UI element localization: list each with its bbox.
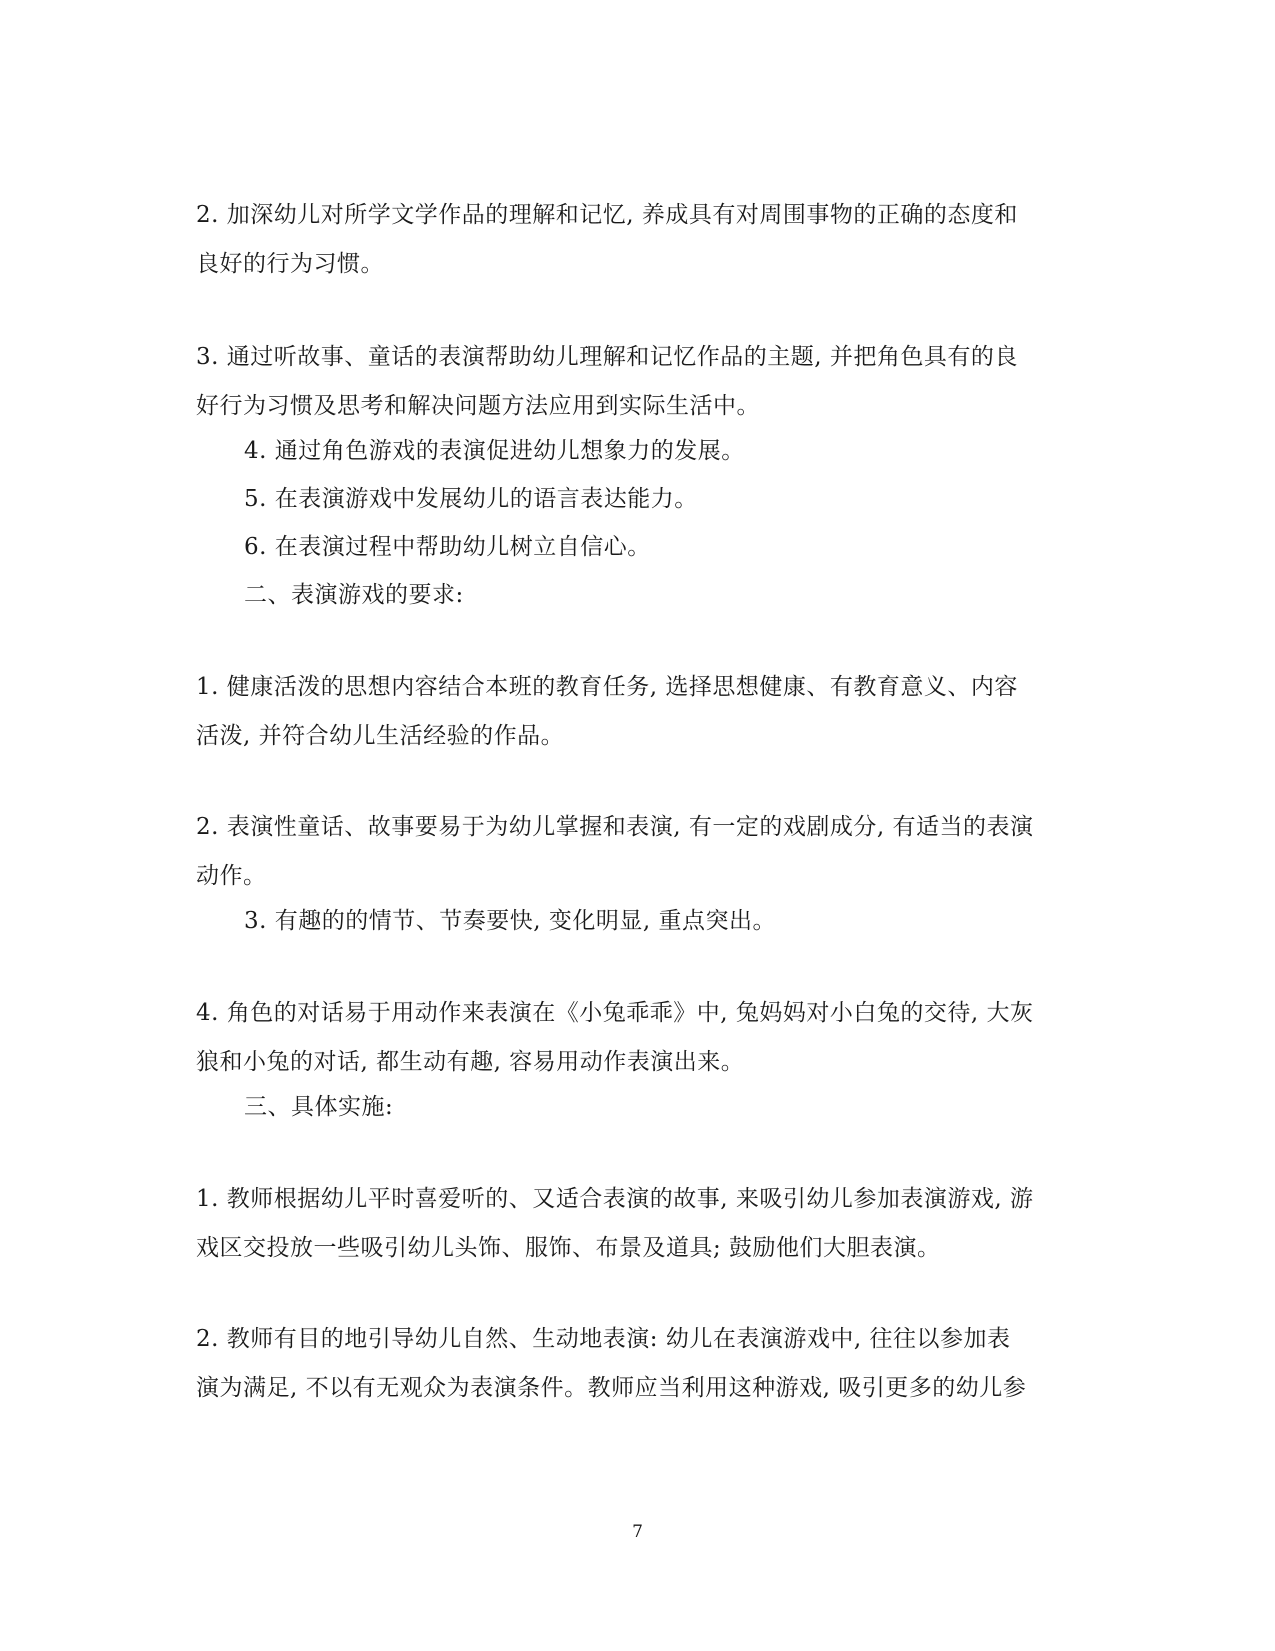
text-line: 1. 教师根据幼儿平时喜爱听的、又适合表演的故事, 来吸引幼儿参加表演游戏, 游	[196, 1186, 1034, 1212]
text-line: 3. 通过听故事、童话的表演帮助幼儿理解和记忆作品的主题, 并把角色具有的良	[196, 344, 1018, 370]
paragraph-implementation-1	[196, 1175, 1076, 1273]
text-line: 狼和小兔的对话, 都生动有趣, 容易用动作表演出来。	[196, 1049, 745, 1075]
text-line: 2. 加深幼儿对所学文学作品的理解和记忆, 养成具有对周围事物的正确的态度和	[196, 202, 1018, 228]
paragraph-implementation-2	[196, 1315, 1076, 1413]
text-line: 6. 在表演过程中帮助幼儿树立自信心。	[244, 534, 651, 560]
text-line: 3. 有趣的的情节、节奏要快, 变化明显, 重点突出。	[244, 908, 776, 934]
paragraph-requirement-4	[196, 989, 1076, 1087]
text-line: 4. 通过角色游戏的表演促进幼儿想象力的发展。	[244, 438, 745, 464]
text-line: 1. 健康活泼的思想内容结合本班的教育任务, 选择思想健康、有教育意义、内容	[196, 674, 1018, 700]
paragraph-requirement-1	[196, 663, 1076, 761]
paragraph-requirement-3	[244, 897, 1124, 946]
text-line: 戏区交投放一些吸引幼儿头饰、服饰、布景及道具; 鼓励他们大胆表演。	[196, 1235, 941, 1261]
text-line: 活泼, 并符合幼儿生活经验的作品。	[196, 723, 565, 749]
paragraph-goal-4	[244, 427, 1124, 476]
text-line: 5. 在表演游戏中发展幼儿的语言表达能力。	[244, 486, 698, 512]
paragraph-goal-2	[196, 191, 1076, 289]
section-heading-implementation	[244, 1083, 1124, 1132]
paragraph-goal-5	[244, 475, 1124, 524]
page-number: 7	[632, 1522, 643, 1542]
text-line: 演为满足, 不以有无观众为表演条件。教师应当利用这种游戏, 吸引更多的幼儿参	[196, 1375, 1027, 1401]
text-line: 动作。	[196, 863, 267, 889]
text-line: 2. 表演性童话、故事要易于为幼儿掌握和表演, 有一定的戏剧成分, 有适当的表演	[196, 814, 1034, 840]
text-line: 三、具体实施:	[244, 1094, 394, 1120]
paragraph-requirement-2	[196, 803, 1076, 901]
text-line: 二、表演游戏的要求:	[244, 582, 464, 608]
text-line: 4. 角色的对话易于用动作来表演在《小兔乖乖》中, 兔妈妈对小白兔的交待, 大灰	[196, 1000, 1034, 1026]
text-line: 良好的行为习惯。	[196, 251, 384, 277]
text-line: 好行为习惯及思考和解决问题方法应用到实际生活中。	[196, 393, 760, 419]
paragraph-goal-3	[196, 333, 1076, 431]
paragraph-goal-6	[244, 523, 1124, 572]
section-heading-requirements	[244, 571, 1124, 620]
text-line: 2. 教师有目的地引导幼儿自然、生动地表演: 幼儿在表演游戏中, 往往以参加表	[196, 1326, 1011, 1352]
